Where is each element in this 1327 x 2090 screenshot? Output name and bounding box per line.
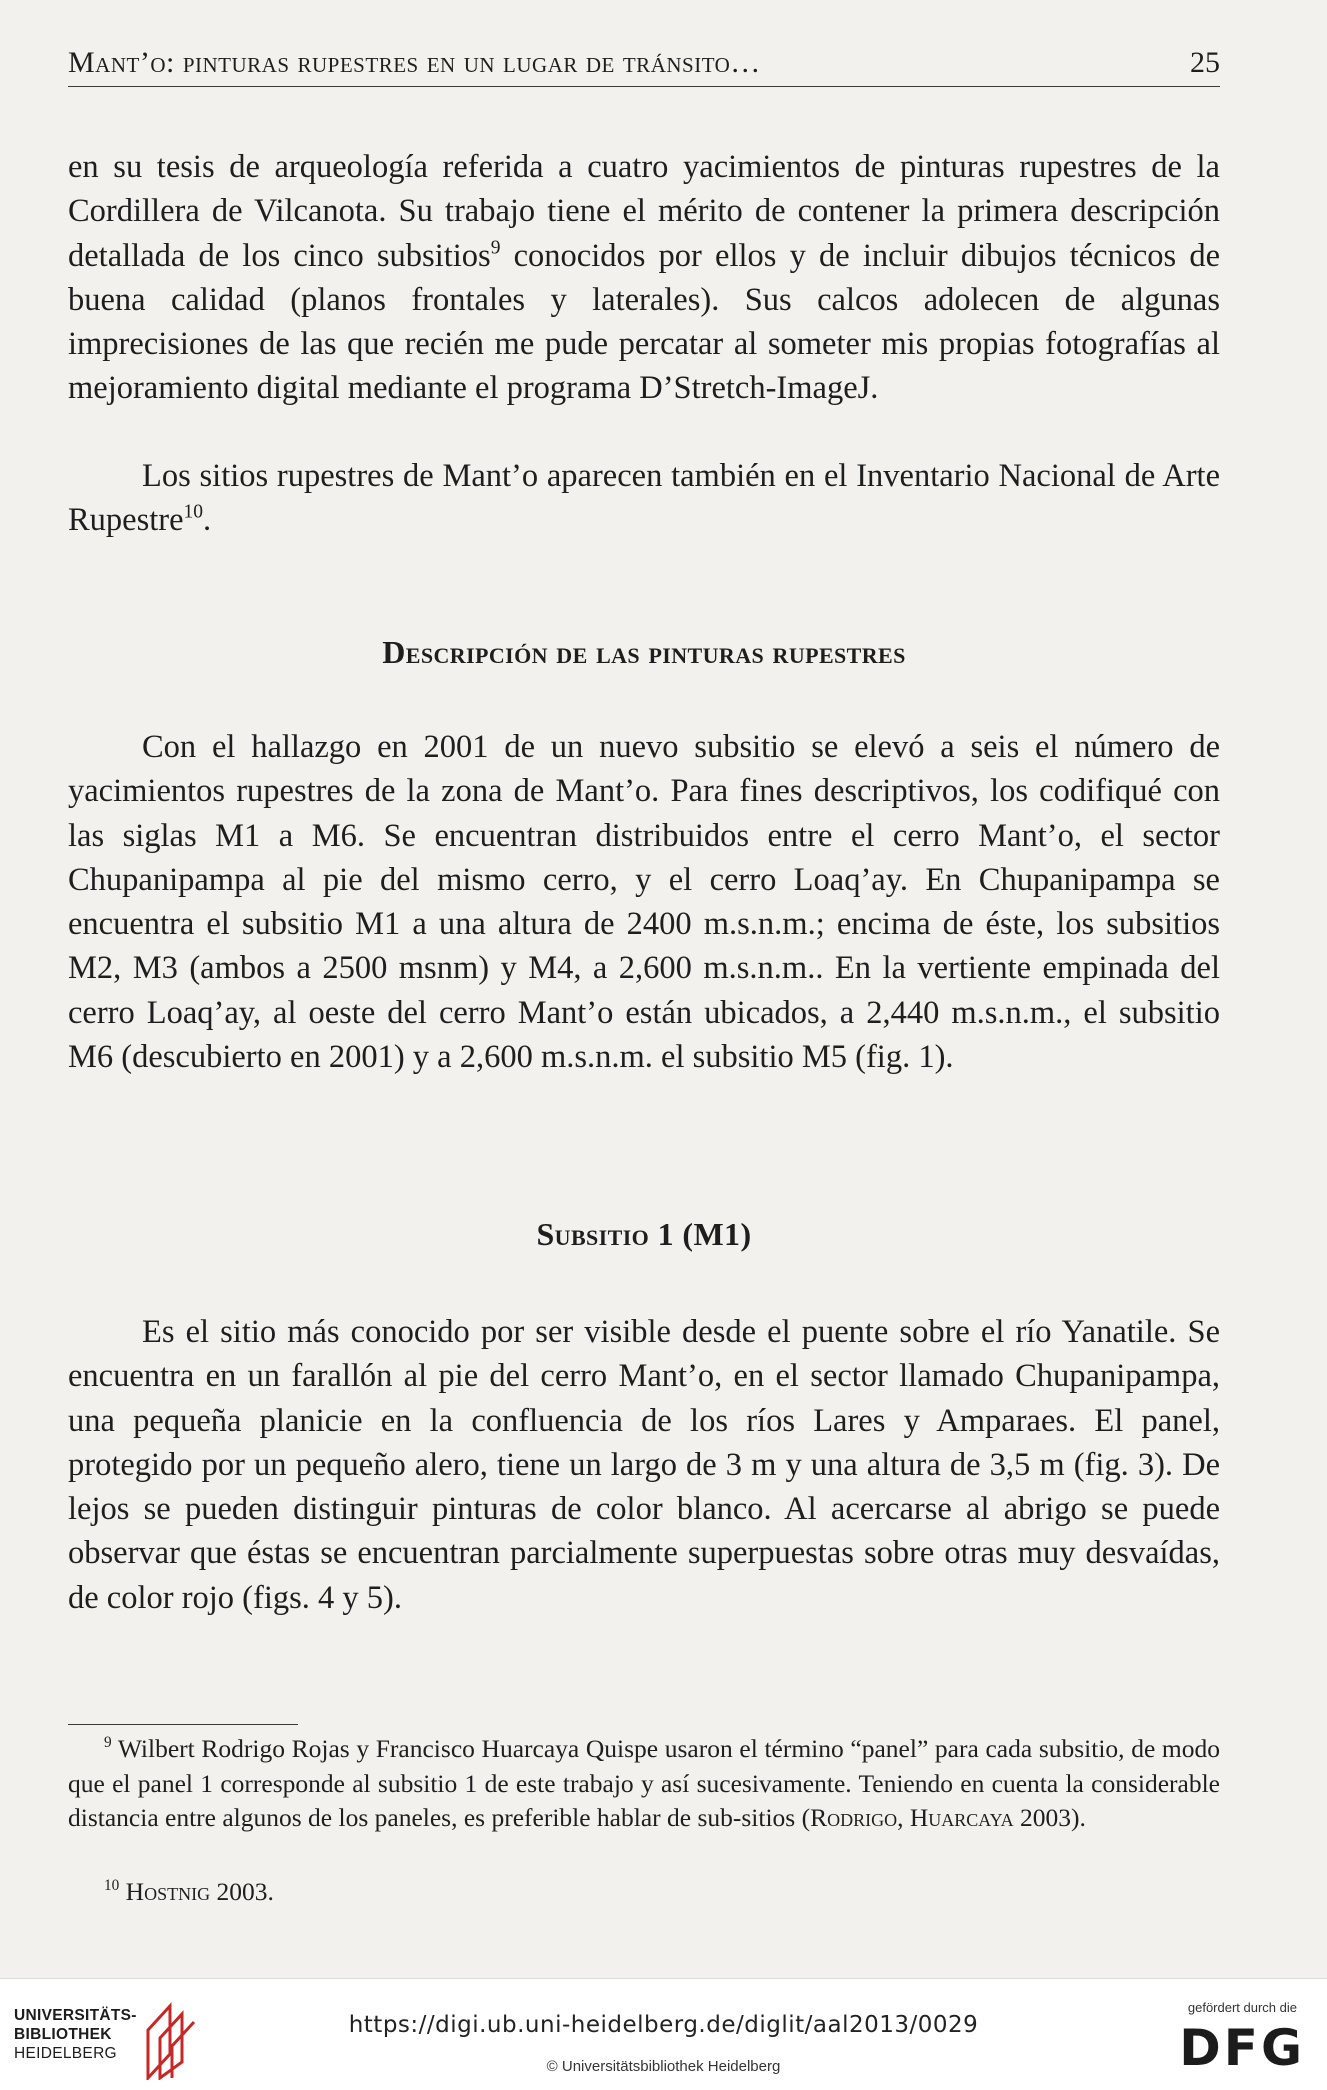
running-title: Mant’o: pinturas rupestres en un lugar de tránsito… (68, 46, 761, 79)
section-heading-subsitio-1: Subsitio 1 (M1) (536, 1216, 752, 1252)
paragraph-subsitios: Con el hallazgo en 2001 de un nuevo subsitio se elevó a seis el número de yacimientos rupestres de la zona de Mant’o. Para fines descriptivos, los codifiqué con las siglas M1 a M6. Se encuentran distribuidos entre el cerro Mant’o, el sector Chupanipampa al pie del mismo cerro, y el cerro Loaq’ay. En Chupanipampa se encuentra el subsitio M1 a una altura de 2400 m.s.n.m.; encima de éste, los subsitios M2, M3 (ambos a 2500 msnm) y M4, a 2,600 m.s.n.m.. En la vertiente empinada del cerro Loaq’ay, al oeste del cerro Mant’o están ubicados, a 2,440 m.s.n.m., el subsitio M6 (descubierto en 2001) y a 2,600 m.s.n.m. el subsitio M5 (fig. 1). (68, 729, 1220, 1076)
footnote-9 (68, 1732, 1220, 1836)
citation-separator: , (897, 1803, 910, 1832)
footnote-ref-9[interactable]: 9 (490, 236, 501, 258)
footnote-mark-9: 9 (104, 1734, 112, 1752)
library-name-line: HEIDELBERG (14, 2045, 117, 2062)
paragraph-text: . (203, 502, 212, 539)
copyright-notice: © Universitätsbibliothek Heidelberg (546, 2058, 781, 2075)
library-name-line: BIBLIOTHEK (14, 2026, 112, 2043)
permalink-url[interactable]: https://digi.ub.uni-heidelberg.de/diglit/aal2013/0029 (348, 2012, 979, 2038)
footnote-ref-10[interactable]: 10 (183, 501, 204, 523)
page-number: 25 (1190, 46, 1220, 79)
paragraph-thesis (68, 145, 1220, 411)
citation-author: Hostnig (125, 1877, 211, 1906)
paragraph-m1: Es el sitio más conocido por ser visible desde el puente sobre el río Yanatile. Se encuentra en un farallón al pie del cerro Mant’o, en el sector llamado Chupanipampa, una pequeña planicie en la confluencia de los ríos Lares y Amparaes. El panel, protegido por un pequeño alero, tiene un largo de 3 m y una altura de 3,5 m (fig. 3). De lejos se pueden distinguir pinturas de color blanco. Al acercarse al abrigo se puede observar que éstas se encuentran parcialmente superpuestas sobre otras muy desvaídas, de color rojo (figs. 4 y 5). (68, 1314, 1220, 1616)
paragraph-inventory (68, 454, 1220, 543)
footnote-mark-10: 10 (104, 1877, 120, 1895)
footnote-10 (68, 1875, 1220, 1910)
citation-author: Huarcaya (909, 1803, 1014, 1832)
dfg-logo[interactable]: DFG (1179, 2019, 1305, 2077)
section-heading-descripcion: Descripción de las pinturas rupestres (382, 634, 906, 670)
citation-author: Rodrigo (810, 1803, 898, 1832)
library-name-line: UNIVERSITÄTS- (14, 2007, 137, 2024)
funder-note: gefördert durch die (1187, 2000, 1297, 2015)
paragraph-text: Los sitios rupestres de Mant’o aparecen también en el Inventario Nacional de Arte Rupestre (68, 458, 1220, 539)
citation-year: 2003). (1013, 1803, 1086, 1832)
citation-year: 2003. (210, 1877, 274, 1906)
paragraph-text: en su tesis de arqueología referida a cuatro yacimientos de pinturas rupestres de la Cordillera de Vilcanota. Su trabajo tiene el mérito de contener la primera descripción detallada de los cinco subsitios (68, 149, 1220, 274)
page-header (68, 42, 1220, 87)
paragraph-text: conocidos por ellos y de incluir dibujos técnicos de buena calidad (planos frontales y laterales). Sus calcos adolecen de algunas imprecisiones de las que recién me pude percatar al someter mis propias fotografías al mejoramiento digital mediante el programa D’Stretch-ImageJ. (68, 237, 1220, 407)
footnote-divider (68, 1724, 298, 1725)
footnote-text: Wilbert Rodrigo Rojas y Francisco Huarcaya Quispe usaron el término “panel” para cada subsitio, de modo que el panel 1 corresponde al subsitio 1 de este trabajo y así sucesivamente. Teniendo en cuenta la considerable distancia entre algunos de los paneles, es preferible hablar de sub-sitios ( (68, 1734, 1221, 1832)
